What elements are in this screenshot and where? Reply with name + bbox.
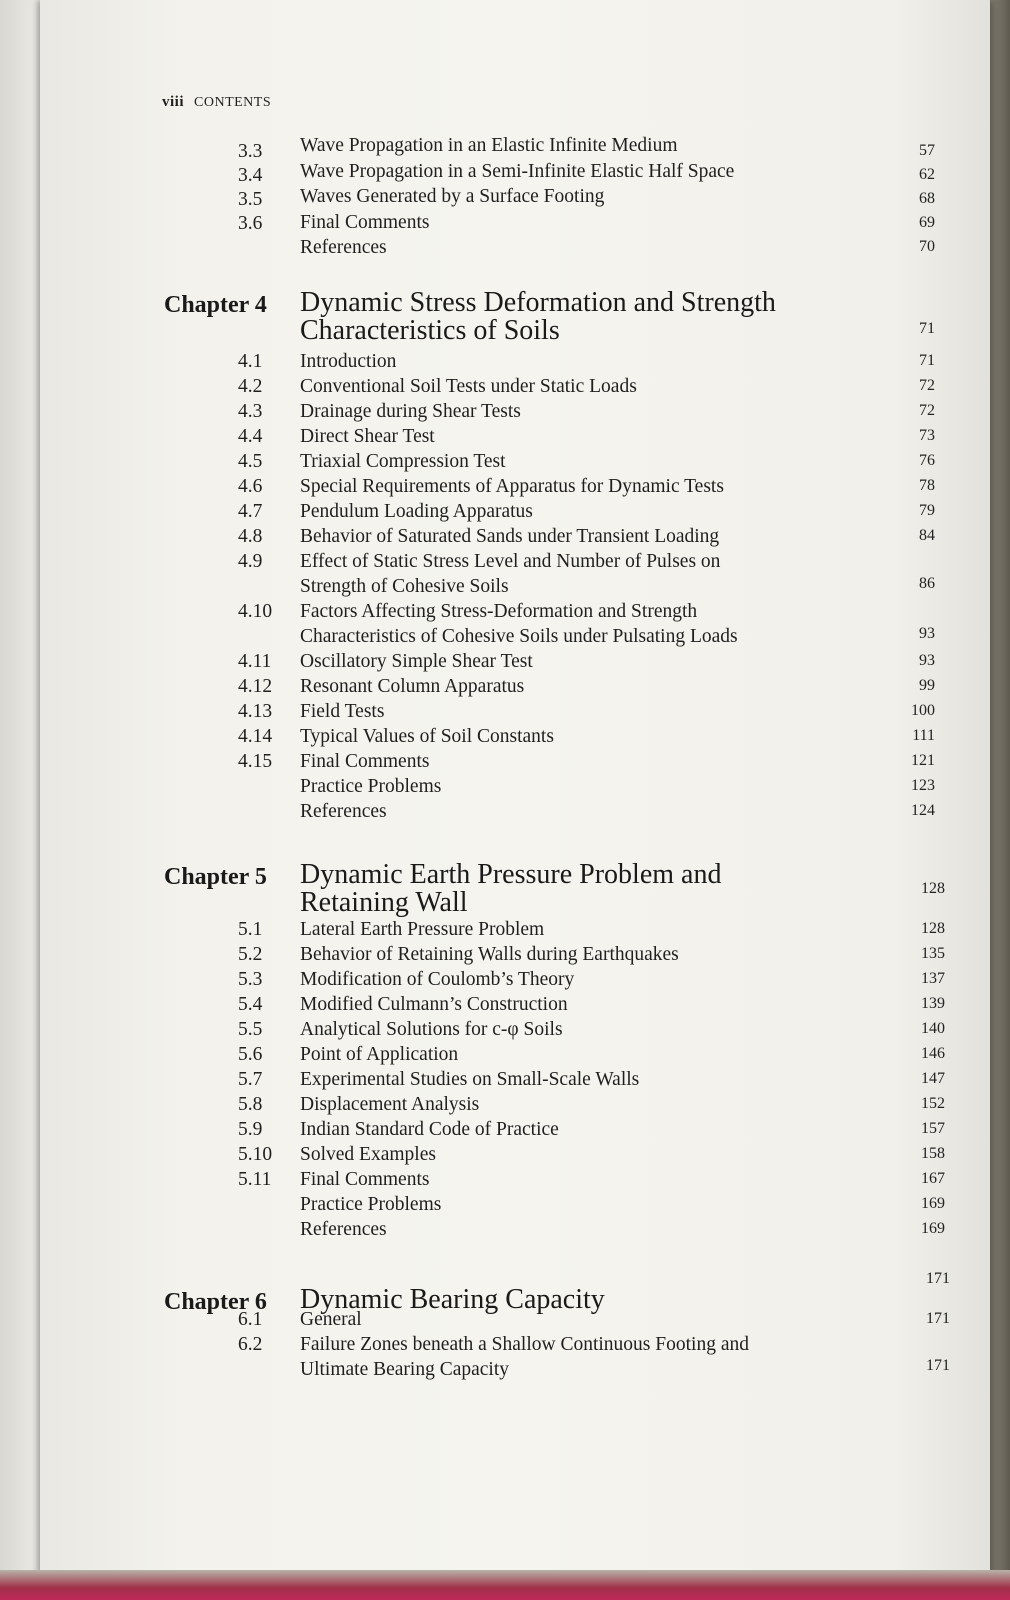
page-number-roman: viii	[162, 94, 185, 110]
section-title[interactable]: Final Comments	[300, 751, 430, 772]
section-title[interactable]: Direct Shear Test	[300, 426, 435, 447]
chapter-page-number: 128	[921, 880, 945, 897]
section-title[interactable]: Analytical Solutions for c-φ Soils	[300, 1019, 563, 1040]
section-title[interactable]: References	[300, 1219, 387, 1240]
section-number: 6.1	[238, 1309, 263, 1330]
section-number: 5.5	[238, 1019, 263, 1040]
section-title[interactable]: Conventional Soil Tests under Static Loads	[300, 376, 637, 397]
section-title[interactable]: Oscillatory Simple Shear Test	[300, 651, 533, 672]
section-title[interactable]: Practice Problems	[300, 776, 442, 797]
section-title-line2[interactable]: Strength of Cohesive Soils	[300, 576, 509, 597]
running-header-title: CONTENTS	[194, 95, 272, 110]
page-number: 169	[921, 1195, 945, 1212]
section-title[interactable]: References	[300, 237, 387, 258]
section-title[interactable]: Waves Generated by a Surface Footing	[300, 186, 605, 207]
page-number: 84	[919, 527, 935, 544]
section-number: 5.10	[238, 1144, 273, 1165]
section-number: 5.7	[238, 1069, 263, 1090]
page-number: 167	[921, 1170, 945, 1187]
section-title[interactable]: Pendulum Loading Apparatus	[300, 501, 533, 522]
chapter-label: Chapter 5	[164, 864, 267, 890]
section-title-line2[interactable]: Characteristics of Cohesive Soils under Pulsating Loads	[300, 626, 738, 647]
chapter-label: Chapter 6	[164, 1289, 267, 1315]
chapter-title: Dynamic Bearing Capacity	[300, 1284, 605, 1315]
section-number: 4.5	[238, 451, 263, 472]
chapter-title-line2: Retaining Wall	[300, 887, 468, 918]
page-number: 71	[919, 352, 935, 369]
section-title[interactable]: Indian Standard Code of Practice	[300, 1119, 559, 1140]
section-number: 4.8	[238, 526, 263, 547]
section-number: 3.5	[238, 189, 263, 210]
section-title[interactable]: Practice Problems	[300, 1194, 442, 1215]
page-number: 140	[921, 1020, 945, 1037]
section-number: 4.1	[238, 351, 263, 372]
section-number: 4.15	[238, 751, 273, 772]
section-number: 6.2	[238, 1334, 263, 1355]
page-number: 157	[921, 1120, 945, 1137]
section-number: 5.2	[238, 944, 263, 965]
section-number: 5.1	[238, 919, 263, 940]
section-title[interactable]: Lateral Earth Pressure Problem	[300, 919, 545, 940]
page-number: 93	[919, 625, 935, 642]
page-number: 68	[919, 190, 935, 207]
page-number: 99	[919, 677, 935, 694]
background-cover	[0, 1570, 1010, 1600]
section-title[interactable]: Special Requirements of Apparatus for Dynamic Tests	[300, 476, 724, 497]
page-number: 79	[919, 502, 935, 519]
page-number: 69	[919, 214, 935, 231]
page-number: 72	[919, 402, 935, 419]
section-title[interactable]: Typical Values of Soil Constants	[300, 726, 554, 747]
page-number: 128	[921, 920, 945, 937]
page-number: 86	[919, 575, 935, 592]
section-title[interactable]: Displacement Analysis	[300, 1094, 480, 1115]
section-title-line2[interactable]: Ultimate Bearing Capacity	[300, 1359, 510, 1380]
section-number: 4.10	[238, 601, 273, 622]
section-title[interactable]: Drainage during Shear Tests	[300, 401, 521, 422]
section-number: 5.4	[238, 994, 263, 1015]
chapter-page-number: 171	[926, 1270, 950, 1287]
page-number: 121	[911, 752, 935, 769]
section-title[interactable]: Experimental Studies on Small-Scale Walls	[300, 1069, 640, 1090]
section-number: 4.13	[238, 701, 273, 722]
section-title[interactable]: Introduction	[300, 351, 397, 372]
page-number: 137	[921, 970, 945, 987]
section-title[interactable]: Modification of Coulomb’s Theory	[300, 969, 575, 990]
section-number: 5.8	[238, 1094, 263, 1115]
page-number: 171	[926, 1310, 950, 1327]
section-number: 4.9	[238, 551, 263, 572]
page-number: 158	[921, 1145, 945, 1162]
page-number: 152	[921, 1095, 945, 1112]
section-number: 3.4	[238, 165, 263, 186]
section-number: 3.6	[238, 213, 263, 234]
page-number: 124	[911, 802, 935, 819]
section-title[interactable]: Factors Affecting Stress-Deformation and Strength	[300, 601, 698, 622]
section-title[interactable]: General	[300, 1309, 362, 1330]
section-title[interactable]: Behavior of Retaining Walls during Earthquakes	[300, 944, 679, 965]
section-number: 4.3	[238, 401, 263, 422]
chapter-title: Dynamic Earth Pressure Problem and	[300, 859, 722, 890]
page-number: 72	[919, 377, 935, 394]
section-number: 4.2	[238, 376, 263, 397]
section-title[interactable]: Wave Propagation in an Elastic Infinite Medium	[300, 135, 678, 156]
chapter-page-number: 71	[919, 320, 935, 337]
page-number: 70	[919, 238, 935, 255]
page-number: 139	[921, 995, 945, 1012]
chapter-title: Dynamic Stress Deformation and Strength	[300, 287, 776, 318]
page-number: 146	[921, 1045, 945, 1062]
section-title[interactable]: Point of Application	[300, 1044, 459, 1065]
page-number: 76	[919, 452, 935, 469]
section-title[interactable]: Wave Propagation in a Semi-Infinite Elastic Half Space	[300, 160, 735, 182]
section-title[interactable]: Effect of Static Stress Level and Number of Pulses on	[300, 551, 721, 572]
section-title[interactable]: Final Comments	[300, 1169, 430, 1190]
section-number: 4.14	[238, 726, 273, 747]
section-title[interactable]: Behavior of Saturated Sands under Transient Loading	[300, 526, 720, 547]
section-title[interactable]: Field Tests	[300, 701, 385, 722]
section-number: 4.4	[238, 426, 263, 447]
section-title[interactable]: Solved Examples	[300, 1144, 436, 1165]
running-header	[162, 94, 271, 111]
section-number: 4.6	[238, 476, 263, 497]
chapter-label: Chapter 4	[164, 292, 267, 318]
section-title[interactable]: Failure Zones beneath a Shallow Continuous Footing and	[300, 1334, 749, 1355]
section-number: 5.11	[238, 1169, 272, 1190]
page-number: 100	[911, 702, 935, 719]
section-title[interactable]: References	[300, 801, 387, 822]
section-number: 5.3	[238, 969, 263, 990]
section-title[interactable]: Final Comments	[300, 211, 430, 233]
section-number: 5.9	[238, 1119, 263, 1140]
section-number: 4.11	[238, 651, 272, 672]
page-edge	[990, 0, 1010, 1575]
page-number: 93	[919, 652, 935, 669]
page-number: 123	[911, 777, 935, 794]
page-number: 62	[919, 166, 935, 183]
section-number: 4.7	[238, 501, 263, 522]
section-number: 4.12	[238, 676, 273, 697]
section-title[interactable]: Modified Culmann’s Construction	[300, 994, 568, 1015]
page-number: 147	[921, 1070, 945, 1087]
page-number: 78	[919, 477, 935, 494]
page-number: 169	[921, 1220, 945, 1237]
section-title[interactable]: Triaxial Compression Test	[300, 451, 506, 472]
page-number: 171	[926, 1357, 950, 1374]
section-number: 5.6	[238, 1044, 263, 1065]
chapter-title-line2: Characteristics of Soils	[300, 315, 560, 346]
page-number: 57	[919, 142, 935, 159]
page-number: 135	[921, 945, 945, 962]
page-number: 73	[919, 427, 935, 444]
page-number: 111	[912, 727, 935, 744]
section-title[interactable]: Resonant Column Apparatus	[300, 676, 525, 697]
section-number: 3.3	[238, 141, 263, 162]
